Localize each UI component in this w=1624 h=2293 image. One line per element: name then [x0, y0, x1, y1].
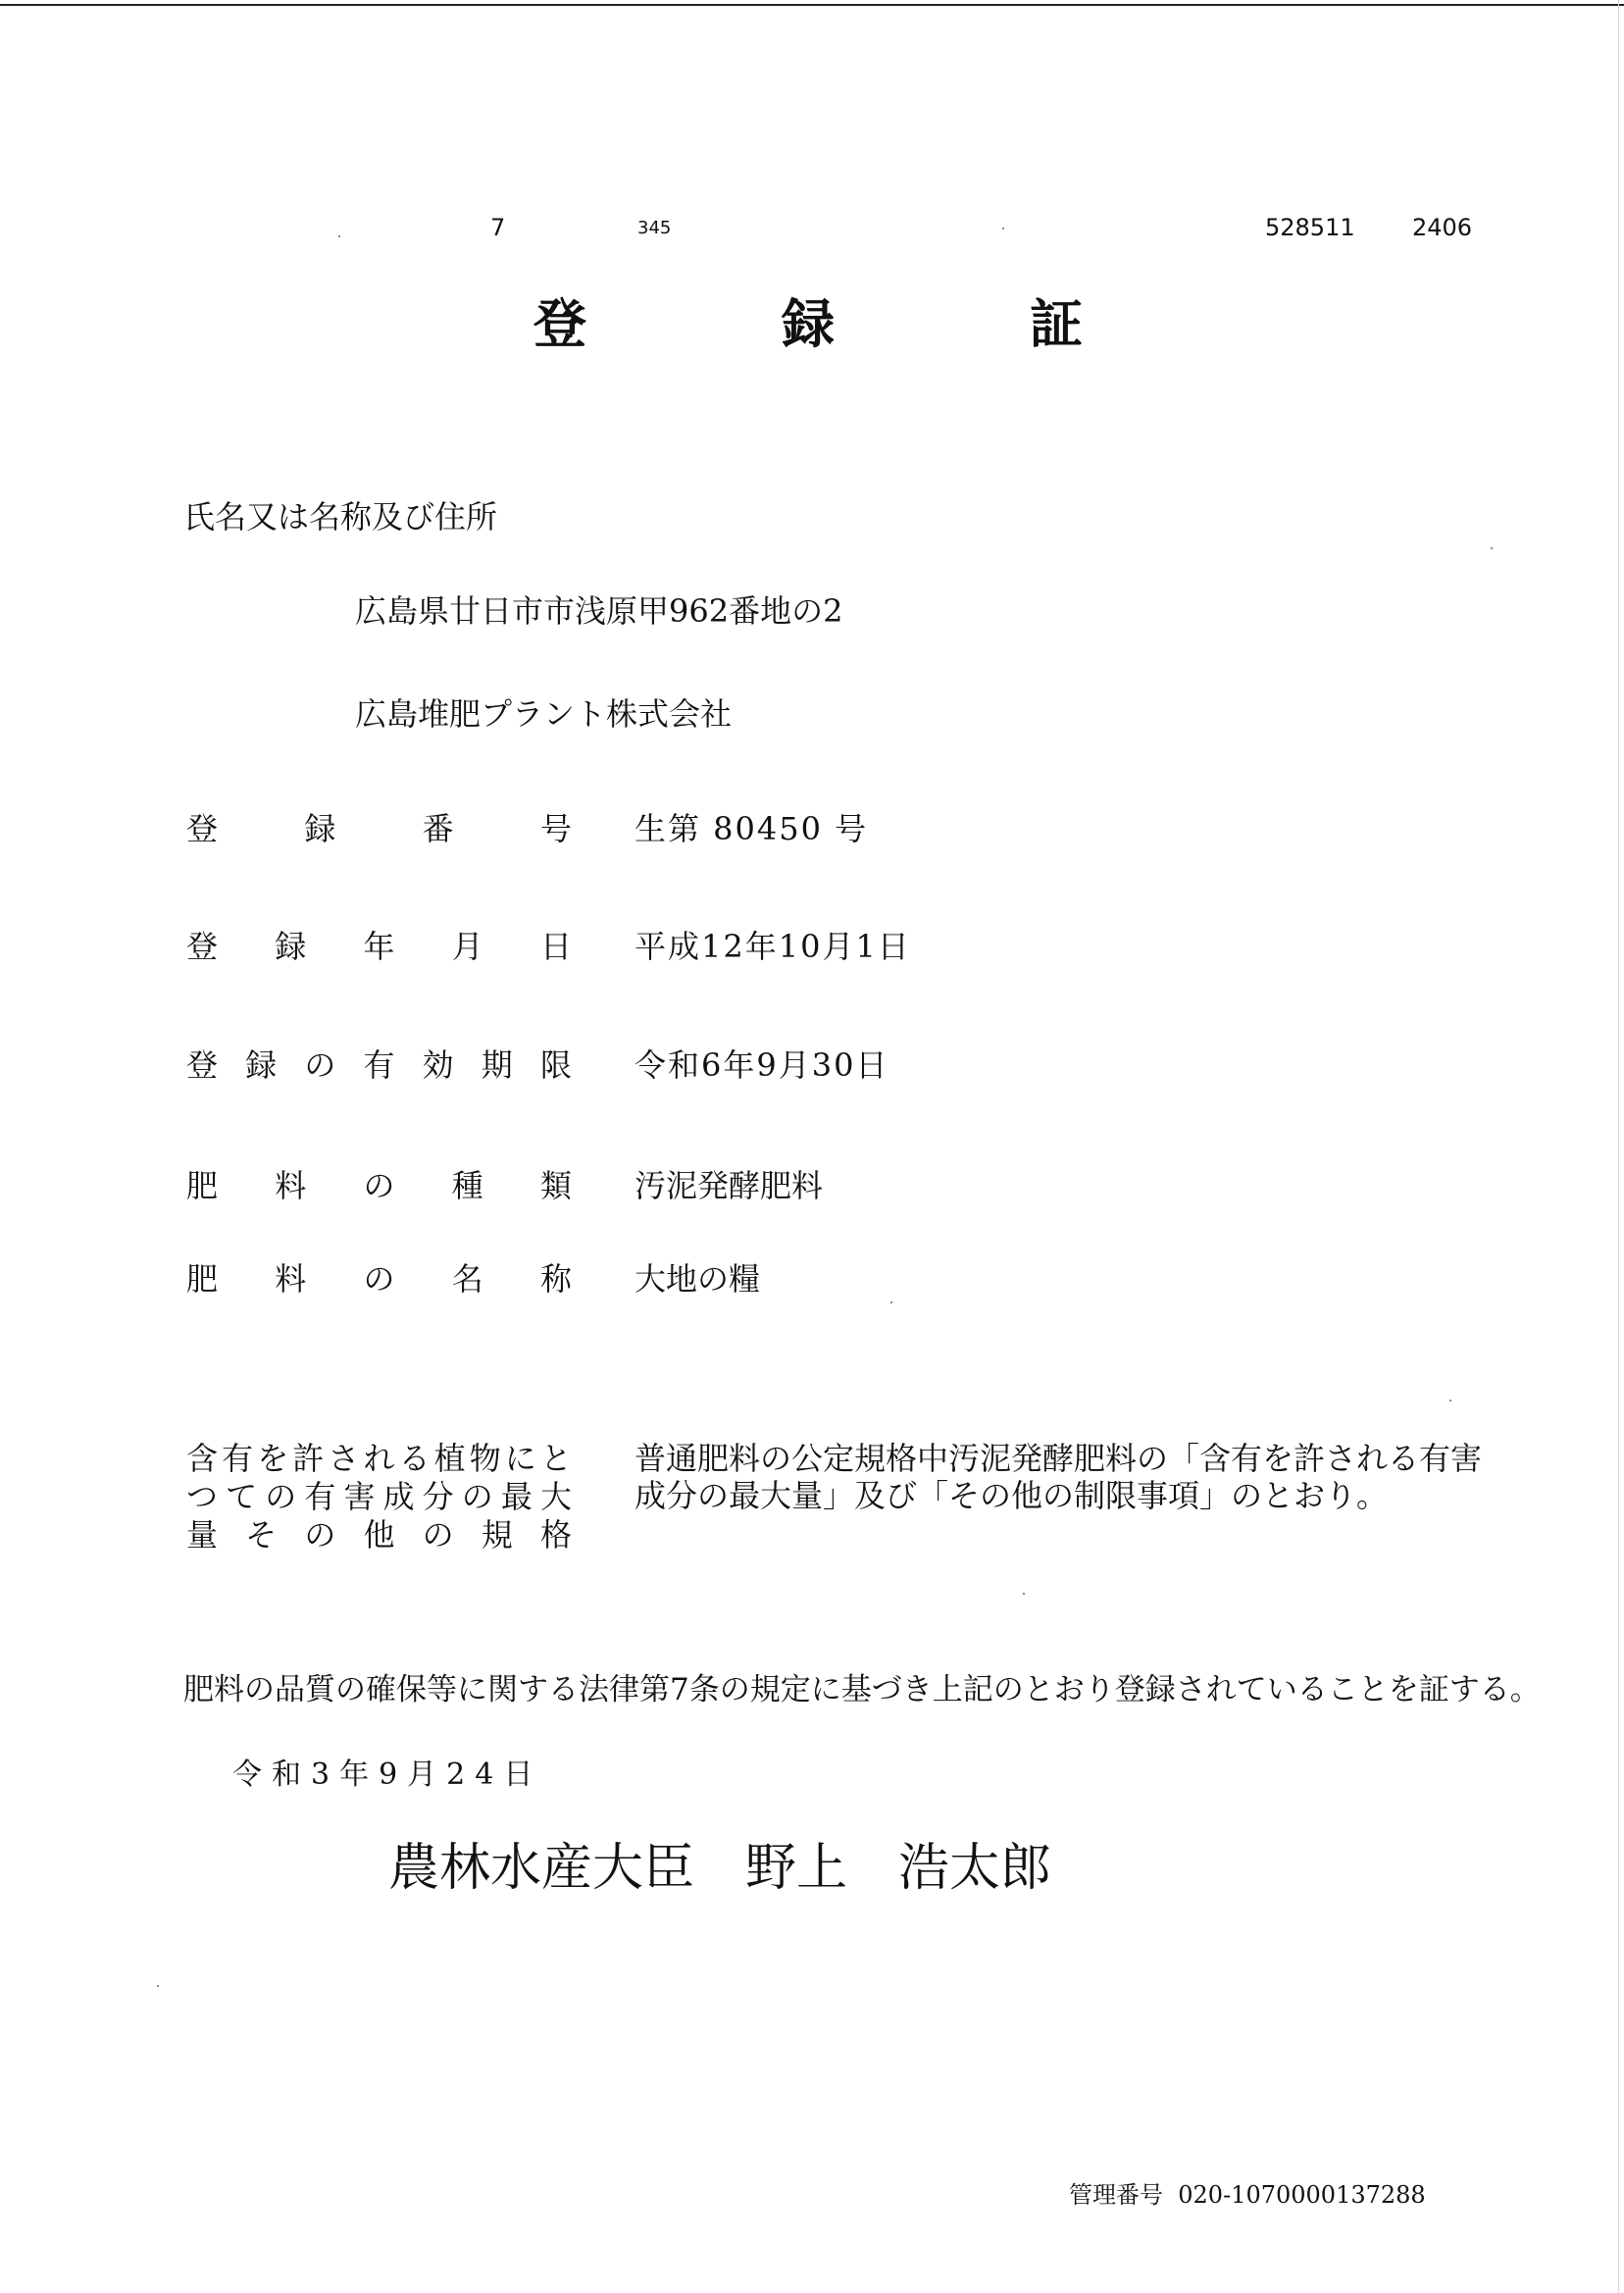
label-char: 年 [363, 928, 395, 965]
scan-speck [890, 1301, 892, 1303]
expiry-value: 令和6年9月30日 [634, 1046, 889, 1084]
label-char: 期 [481, 1046, 513, 1084]
reg-date-value: 平成12年10月1日 [634, 928, 911, 965]
label-char: 録 [304, 810, 336, 847]
label-char: 植 [433, 1440, 466, 1477]
label-char: 含 [186, 1440, 219, 1477]
spec-label [186, 1440, 572, 1554]
label-char: 他 [363, 1516, 395, 1554]
label-char: 日 [539, 928, 572, 965]
spec-value-line: 普通肥料の公定規格中汚泥発酵肥料の「含有を許される有害 [634, 1440, 1483, 1477]
label-char: 分 [422, 1478, 454, 1515]
spec-label-row [186, 1440, 572, 1478]
reg-number-value: 生第 80450 号 [634, 810, 869, 847]
fert-name-label [186, 1254, 572, 1299]
label-char: て [226, 1478, 258, 1515]
applicant-label: 氏名又は名称及び住所 [183, 498, 498, 535]
reg-date-label [186, 922, 572, 967]
header-number-3: 528511 [1265, 214, 1355, 241]
label-char: の [363, 1260, 395, 1298]
label-char: 番 [422, 810, 454, 847]
certification-statement: 肥料の品質の確保等に関する法律第7条の規定に基づき上記のとおり登録されていることを証する。 [183, 1672, 1541, 1707]
label-char: 量 [186, 1516, 219, 1554]
applicant-company: 広島堆肥プラント株式会社 [355, 695, 733, 733]
label-char: 物 [469, 1440, 501, 1477]
scan-speck [1023, 1593, 1025, 1595]
label-char: る [398, 1440, 431, 1477]
label-char: 月 [451, 928, 483, 965]
label-char: 肥 [186, 1167, 219, 1204]
label-char: 効 [422, 1046, 454, 1084]
label-char: の [265, 1478, 297, 1515]
label-char: 名 [451, 1260, 483, 1298]
label-char: 登 [186, 928, 219, 965]
header-number-4: 2406 [1412, 214, 1473, 241]
label-char: 録 [275, 928, 307, 965]
label-char: 害 [343, 1478, 376, 1515]
title-char-3: 証 [1030, 292, 1083, 355]
applicant-address: 広島県廿日市市浅原甲962番地の2 [355, 592, 843, 630]
label-char: の [461, 1478, 493, 1515]
label-char: 料 [275, 1167, 307, 1204]
spec-value-line: 成分の最大量」及び「その他の制限事項」のとおり。 [634, 1477, 1389, 1514]
label-char: 種 [451, 1167, 483, 1204]
label-char: 有 [222, 1440, 254, 1477]
label-char: の [363, 1167, 395, 1204]
label-char: 格 [539, 1516, 572, 1554]
fert-type-label [186, 1161, 572, 1206]
issue-date: 令和3年9月24日 [232, 1758, 543, 1792]
title-char-1: 登 [533, 292, 586, 355]
scan-speck [1491, 547, 1493, 549]
expiry-label [186, 1041, 572, 1086]
label-char: 有 [304, 1478, 336, 1515]
right-edge-line [1618, 0, 1619, 2293]
top-border-line [0, 4, 1624, 6]
label-char: 肥 [186, 1260, 219, 1298]
label-char: 登 [186, 810, 219, 847]
label-char: 大 [539, 1478, 572, 1515]
minister-title: 農林水産大臣 [388, 1839, 695, 1898]
scan-speck [1002, 228, 1004, 229]
header-number-2: 345 [637, 218, 672, 238]
spec-label-row [186, 1516, 572, 1554]
header-number-1: 7 [490, 214, 506, 241]
label-char: 称 [539, 1260, 572, 1298]
label-char: 料 [275, 1260, 307, 1298]
label-char: 類 [539, 1167, 572, 1204]
reg-number-label [186, 804, 572, 849]
label-char: れ [363, 1440, 395, 1477]
label-char: に [504, 1440, 536, 1477]
management-number-value: 020-1070000137288 [1178, 2181, 1426, 2209]
label-char: つ [186, 1478, 219, 1515]
label-char: 許 [292, 1440, 325, 1477]
fert-name-value: 大地の糧 [634, 1260, 761, 1298]
label-char: 号 [539, 810, 572, 847]
label-char: 登 [186, 1046, 219, 1084]
spec-label-row [186, 1478, 572, 1516]
management-label: 管理番号 [1069, 2181, 1163, 2209]
label-char: の [304, 1516, 336, 1554]
fert-type-value: 汚泥発酵肥料 [634, 1167, 824, 1204]
management-number [1069, 2175, 1426, 2210]
scan-speck [157, 1985, 159, 1987]
spec-value [634, 1440, 1482, 1514]
minister-signature [388, 1826, 1051, 1900]
label-char: の [304, 1046, 336, 1084]
title-char-2: 録 [782, 292, 835, 355]
scan-speck [338, 235, 340, 237]
label-char: 成 [382, 1478, 415, 1515]
label-char: を [257, 1440, 289, 1477]
label-char: さ [328, 1440, 360, 1477]
scan-speck [1449, 1400, 1451, 1401]
minister-name: 野上 浩太郎 [745, 1839, 1052, 1898]
label-char: 有 [363, 1046, 395, 1084]
label-char: 録 [245, 1046, 278, 1084]
label-char: の [422, 1516, 454, 1554]
label-char: 限 [539, 1046, 572, 1084]
label-char: と [539, 1440, 572, 1477]
label-char: 規 [481, 1516, 513, 1554]
label-char: 最 [500, 1478, 533, 1515]
label-char: そ [245, 1516, 278, 1554]
